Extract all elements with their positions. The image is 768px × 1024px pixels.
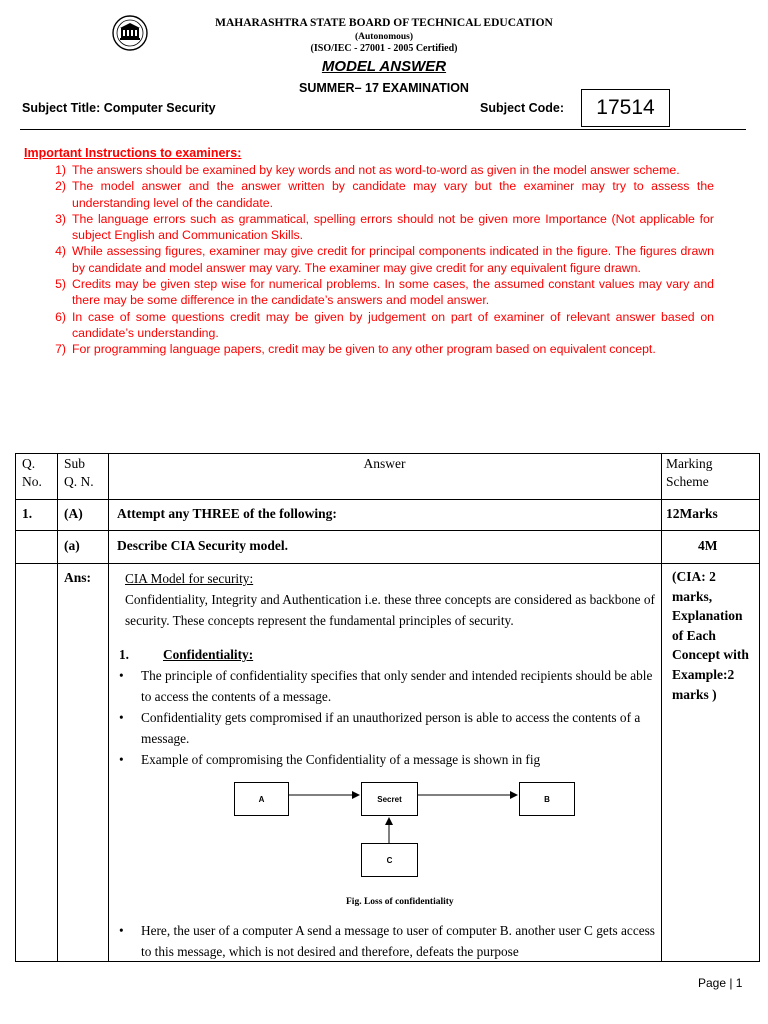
node-secret: Secret — [361, 782, 418, 816]
sub-question: (a) — [64, 538, 80, 553]
header-marking-scheme: Marking Scheme — [666, 456, 713, 489]
bullet-icon: • — [119, 668, 124, 683]
instruction-text: Credits may be given step wise for numerical problems. In some cases, the assumed constant values may vary and there may be some difference in the candidate’s answers and model answer. — [72, 277, 714, 308]
bullet-text: Example of compromising the Confidentiality of a message is shown in fig — [141, 752, 541, 767]
answer-heading: CIA Model for security: — [125, 571, 254, 586]
instruction-number: 6) — [55, 309, 66, 324]
question-marks: 4M — [698, 538, 718, 553]
page-number: Page | 1 — [698, 976, 743, 990]
section-number: 1. — [119, 647, 129, 662]
exam-name: SUMMER– 17 EXAMINATION — [299, 81, 469, 95]
bullet-icon: • — [119, 923, 124, 938]
node-a: A — [234, 782, 289, 816]
header-sub-qn: Sub Q. N. — [64, 456, 94, 489]
instructions-heading: Important Instructions to examiners: — [24, 146, 242, 160]
instruction-text: While assessing figures, examiner may give credit for principal components indicated in the figure. The figures drawn by candidate and model answer may vary. The examiner may give credit for any equivalent figure drawn. — [72, 244, 714, 275]
instruction-number: 4) — [55, 244, 66, 259]
subject-code-box: 17514 — [581, 89, 670, 127]
bullet-text: Confidentiality gets compromised if an unauthorized person is able to access the contents of a message. — [141, 710, 641, 746]
instruction-number: 1) — [55, 163, 66, 177]
autonomous-label: (Autonomous) — [354, 32, 414, 42]
answer-intro: Confidentiality, Integrity and Authentication i.e. these three concepts are considered as backbone of security. These concepts represent the fundamental principles of security. — [125, 592, 655, 628]
figure-caption: Fig. Loss of confidentiality — [346, 897, 454, 907]
model-answer-title: MODEL ANSWER — [321, 58, 447, 75]
instruction-number: 7) — [55, 342, 66, 357]
instruction-number: 5) — [55, 277, 66, 292]
instruction-text: In case of some questions credit may be given by judgement on part of examiner of relevant answer based on candidate’s understanding. — [72, 309, 714, 340]
section-title: Confidentiality: — [163, 647, 254, 662]
sub-question: (A) — [64, 506, 83, 521]
bullet-text: The principle of confidentiality specifies that only sender and intended recipients should be able to access the contents of a message. — [141, 668, 653, 704]
bullet-text: Here, the user of a computer A send a message to user of computer B. another user C gets access to this message, which is not desired and therefore, defeats the purpose — [141, 923, 655, 959]
marking-note: (CIA: 2 marks, Explanation of Each Concept with Example:2 marks ) — [672, 569, 749, 702]
final-bullet — [117, 920, 655, 962]
question-text: Attempt any THREE of the following: — [117, 506, 337, 521]
instruction-text: The language errors such as grammatical, spelling errors should not be given more Importance (Not applicable for subject English and Communication Skills. — [72, 211, 714, 243]
subject-code-label: Subject Code: — [480, 101, 565, 115]
answer-label: Ans: — [64, 570, 92, 585]
bullet-icon: • — [119, 710, 124, 725]
instruction-number: 2) — [55, 179, 66, 194]
board-name: MAHARASHTRA STATE BOARD OF TECHNICAL EDUCATION — [215, 17, 553, 29]
bullet-icon: • — [119, 752, 124, 767]
instruction-text: For programming language papers, credit may be given to any other program based on equivalent concept. — [72, 342, 656, 357]
instruction-text: The answers should be examined by key words and not as word-to-word as given in the model answer scheme. — [72, 163, 680, 177]
node-b: B — [519, 782, 575, 816]
certification-label: (ISO/IEC - 27001 - 2005 Certified) — [310, 43, 458, 54]
subject-title: Subject Title: Computer Security — [22, 101, 216, 115]
header-q-no: Q. No. — [22, 456, 42, 489]
header-answer: Answer — [363, 456, 406, 471]
instruction-number: 3) — [55, 211, 66, 226]
instruction-text: The model answer and the answer written by candidate may vary but the examiner may try to assess the understanding level of the candidate. — [72, 179, 714, 210]
question-text: Describe CIA Security model. — [117, 538, 288, 553]
node-c: C — [361, 843, 418, 877]
question-marks: 12Marks — [666, 506, 718, 521]
question-number: 1. — [22, 506, 33, 521]
